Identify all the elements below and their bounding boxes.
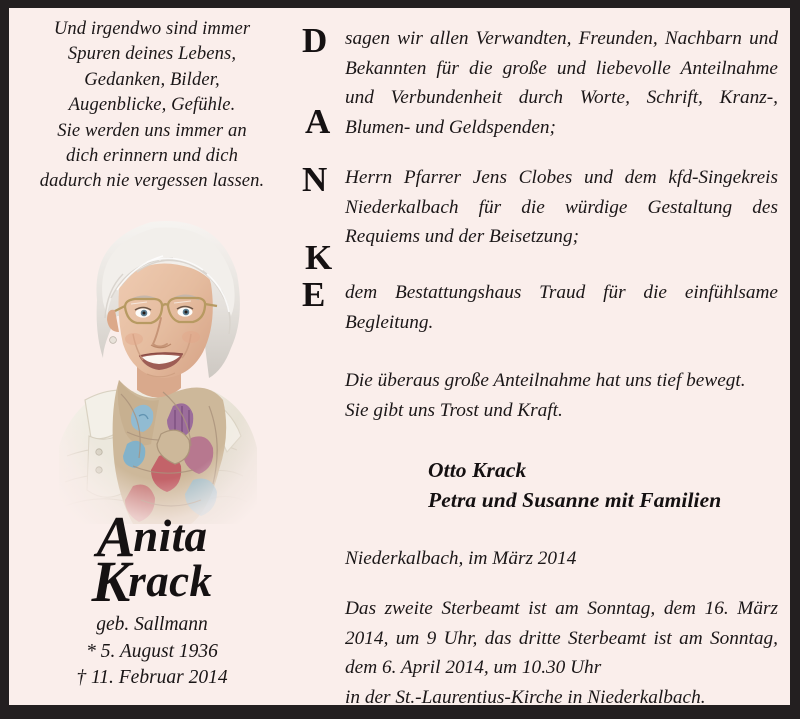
first-name [9,504,295,569]
service-announcement [345,594,778,705]
signature-block [428,455,782,515]
poem-line: Und irgendwo sind immer [53,18,251,39]
first-name-initial: A [96,504,134,569]
birth-date: * 5. August 1936 [86,640,218,662]
thanks-paragraph-clergy: Herrn Pfarrer Jens Clobes und dem kfd-Singekreis Niederkalbach für die würdige Gestaltung des Requiems und der Beisetzung; [345,167,778,248]
poem-line: Augenblicke, Gefühle. [68,94,236,116]
danke-row-e [299,275,790,337]
place-and-date: Niederkalbach, im März 2014 [345,548,577,569]
closing-line-2: Sie gibt uns Trost und Kraft. [345,399,563,421]
deceased-name-block [9,504,295,692]
thanks-paragraph-funeral-home: dem Bestattungshaus Traud für die einfühlsame Begleitung. [345,282,778,333]
service-text: Das zweite Sterbeamt ist am Sonntag, dem 16. März 2014, um 9 Uhr, das dritte Sterbeamt ist am Sonntag, dem 6. April 2014, um 10.30 Uhr [345,598,778,679]
portrait-photo [41,194,279,524]
death-date: † 11. Februar 2014 [76,667,228,688]
right-column [295,8,790,705]
last-name [9,549,295,614]
closing-message [345,366,778,425]
dropcap-d: D [302,21,328,60]
signature-line-1: Otto Krack [428,458,527,482]
signature-line-2: Petra und Susanne mit Familien [428,488,722,512]
last-name-rest: rack [128,556,213,606]
poem-line: dich erinnern und dich [65,145,239,167]
dropcap-n: N [302,160,328,199]
maiden-name: geb. Sallmann [96,614,208,635]
first-name-rest: nita [133,511,208,561]
dropcap-e: E [302,275,326,314]
danke-row-d [299,21,790,142]
memorial-poem [13,16,291,194]
service-last-line: in der St.-Laurentius-Kirche in Niederkalbach. [345,686,706,705]
thanks-paragraph-general: sagen wir allen Verwandten, Freunden, Nachbarn und Bekannten für die große und liebevolle Anteilnahme und Verbundenheit durch Worte, Schrift, Kranz-, Blumen- und Geldspenden; [345,28,778,138]
last-name-initial: K [91,549,129,614]
poem-line: Sie werden uns immer an [57,119,247,141]
left-column [9,8,295,705]
dropcap-k: K [305,238,333,277]
danke-row-n [299,160,790,252]
poem-line: Gedanken, Bilder, [84,68,220,90]
poem-line: Spuren deines Lebens, [67,43,237,65]
poem-line: dadurch nie vergessen lassen. [39,170,265,192]
closing-line-1: Die überaus große Anteilnahme hat uns tief bewegt. [345,370,746,391]
dropcap-a: A [305,102,331,141]
card-paper [9,8,790,705]
